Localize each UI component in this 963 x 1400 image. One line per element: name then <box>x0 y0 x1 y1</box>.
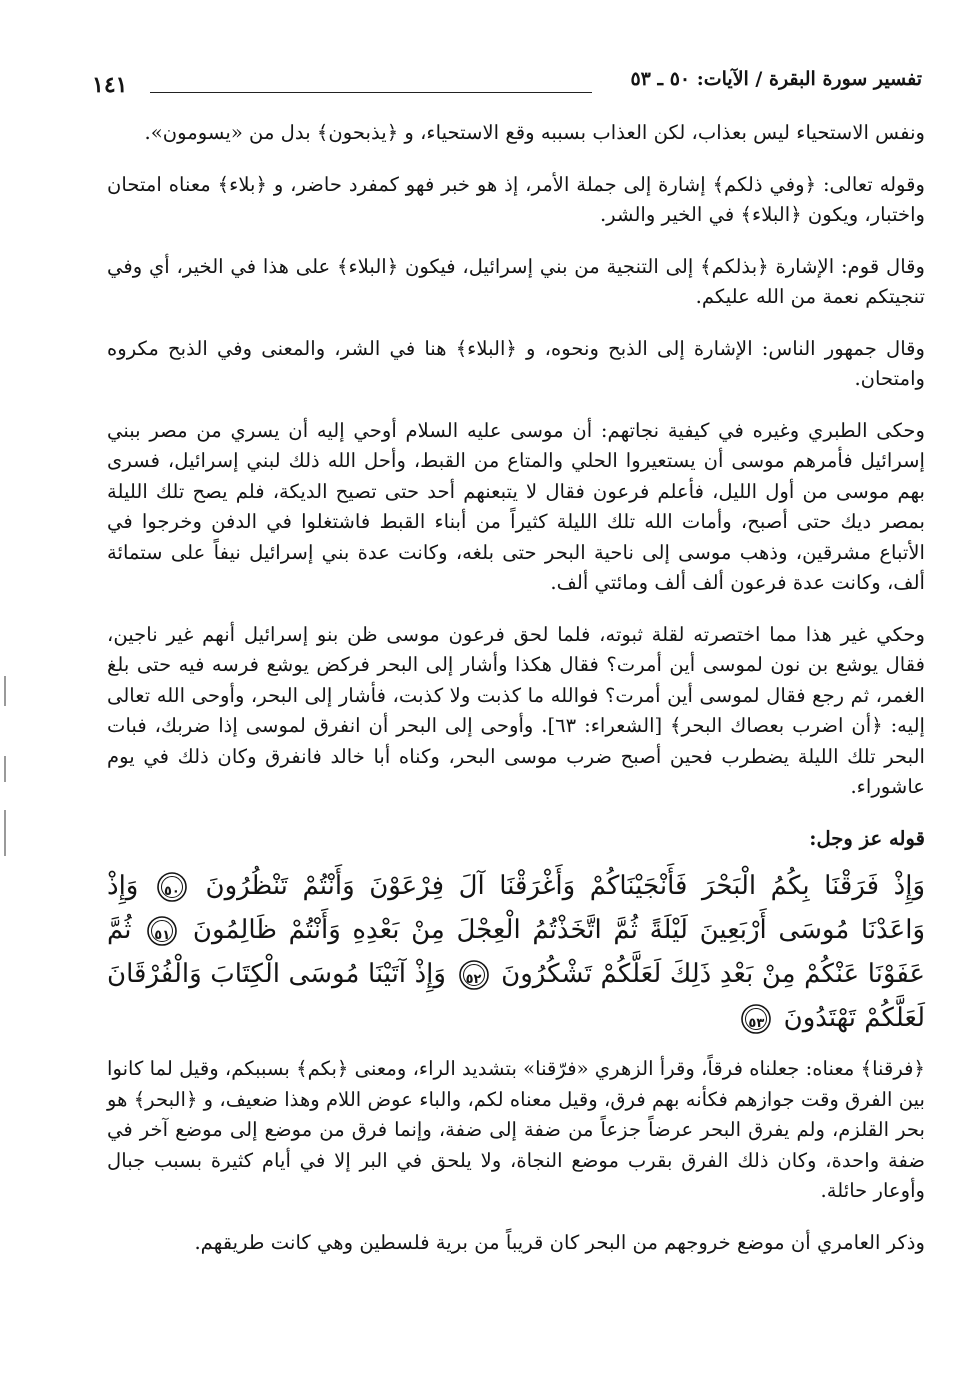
header-rule <box>150 92 592 93</box>
ayah-number-marker: ٥٣ <box>740 1003 772 1035</box>
paragraph: وذكر العامري أن موضع خروجهم من البحر كان قريباً من برية فلسطين وهي كانت طريقهم. <box>194 1230 925 1254</box>
paragraph: وحكى الطبري وغيره في كيفية نجاتهم: أن موسى عليه السلام أوحي إليه أن يسري من مصر ببني إسرائيل فأمرهم موسى أن يستعيروا الحلي والمتاع من القبط، وأحل الله ذلك لبني إسرائيل، فسرى بهم موسى من أول الليل، فأعلم فرعون فقال لا يتبعنهم أحد حتى تصيح الديكة، فلم يصح تلك الليلة بمصر ديك حتى أصبح، وأمات الله تلك الليلة كثيراً من أبناء القبط فاشتغلوا في الدفن وخرجوا في الأتباع مشرقين، وذهب موسى إلى ناحية البحر حتى بلغه، وكانت عدة بني إسرائيل نيفاً على ستمائة ألف، وكانت عدة فرعون ألف ألف ومائتي ألف. <box>107 418 925 594</box>
paragraph: ﴿فرقنا﴾ معناه: جعلناه فرقاً، وقرأ الزهري «فرّقنا» بتشديد الراء، ومعنى ﴿بكم﴾ بسببكم، وقيل لما كانوا بين الفرق وقت جوازهم فكأنه بهم فرق، وقيل معناه لكم، والباء عوض اللام وهذا ضعيف، و ﴿البحر﴾ هو بحر القلزم، ولم يفرق البحر عرضاً جزعاً من ضفة إلى ضفة، وإنما فرق من موضع إلى موضع آخر في ضفة واحدة، وكان ذلك الفرق بقرب موضع النجاة، ولا يلحق في البر إلا في أيام كثيرة بسبب جبال وأوعار حائلة. <box>107 1057 925 1202</box>
page-header <box>92 66 922 106</box>
paragraph: ونفس الاستحياء ليس بعذاب، لكن العذاب بسببه وقع الاستحياء، و ﴿يذبحون﴾ بدل من «يسومون». <box>144 121 925 144</box>
verse-text: وَإِذْ فَرَقْنَا بِكُمُ الْبَحْرَ فَأَنْجَيْنَاكُمْ وَأَغْرَقْنَا آلَ فِرْعَوْنَ وَأَنْتُمْ تَنْظُرُونَ <box>205 871 926 901</box>
paragraph: وقوله تعالى: ﴿وفي ذلكم﴾ إشارة إلى جملة الأمر، إذ هو خبر فهو كمفرد حاضر، و ﴿بلاء﴾ معناه امتحان واختبار، ويكون ﴿البلاء﴾ في الخير والشر. <box>107 172 925 226</box>
paragraph: وحكي غير هذا مما اختصرته لقلة ثبوته، فلما لحق فرعون موسى ظن بنو إسرائيل أنهم غير ناجين، فقال يوشع بن نون لموسى أين أمرت؟ فقال هكذا وأشار إلى البحر فركض يوشع فرسه فيه حتى بلغ الغمر، ثم رجع فقال لموسى أين أمرت؟ فوالله ما كذبت ولا كذبت، فأشار إلى البحر، وأوحى الله تعالى إليه: ﴿أن اضرب بعصاك البحر﴾ [الشعراء: ٦٣]. وأوحى إلى البحر أن انفرق لموسى إذا ضربك، فبات البحر تلك الليلة يضطرب فحين أصبح ضرب موسى البحر، وكناه أبا خالد فانفرق وكان ذلك في يوم عاشوراء. <box>107 622 925 798</box>
margin-mark <box>4 676 6 706</box>
verse-text: ثُمَّ عَفَوْنَا عَنْكُمْ مِنْ بَعْدِ ذَلِكَ لَعَلَّكُمْ تَشْكُرُونَ <box>107 915 926 989</box>
margin-mark <box>4 756 6 782</box>
verse-intro: قوله عز وجل: <box>809 826 925 850</box>
verse-text: وَإِذْ آتَيْنَا مُوسَى الْكِتَابَ وَالْفُرْقَانَ لَعَلَّكُمْ تَهْتَدُونَ <box>107 959 925 1033</box>
quran-verses <box>107 864 925 1040</box>
ayah-number-marker: ٥٠ <box>156 871 188 903</box>
body-text <box>107 118 925 1279</box>
paragraph: وقال جمهور الناس: الإشارة إلى الذبح ونحوه، و ﴿البلاء﴾ هنا في الشر، والمعنى وفي الذبح مكروه وامتحان. <box>107 336 925 390</box>
margin-mark <box>4 810 6 856</box>
ayah-number-marker: ٥٢ <box>458 959 490 991</box>
ayah-number-marker: ٥١ <box>146 915 178 947</box>
running-title: تفسير سورة البقرة / الآيات: ٥٠ ـ ٥٣ <box>630 68 922 90</box>
paragraph: وقال قوم: الإشارة ﴿بذلكم﴾ إلى التنجية من بني إسرائيل، فيكون ﴿البلاء﴾ على هذا في الخير، أي وفي تنجيتكم نعمة من الله عليكم. <box>107 254 925 308</box>
page-number: ١٤١ <box>92 72 128 98</box>
verse-text: وَإِذْ وَاعَدْنَا مُوسَى أَرْبَعِينَ لَيْلَةً ثُمَّ اتَّخَذْتُمُ الْعِجْلَ مِنْ بَعْدِهِ وَأَنْتُمْ ظَالِمُونَ <box>107 871 925 945</box>
